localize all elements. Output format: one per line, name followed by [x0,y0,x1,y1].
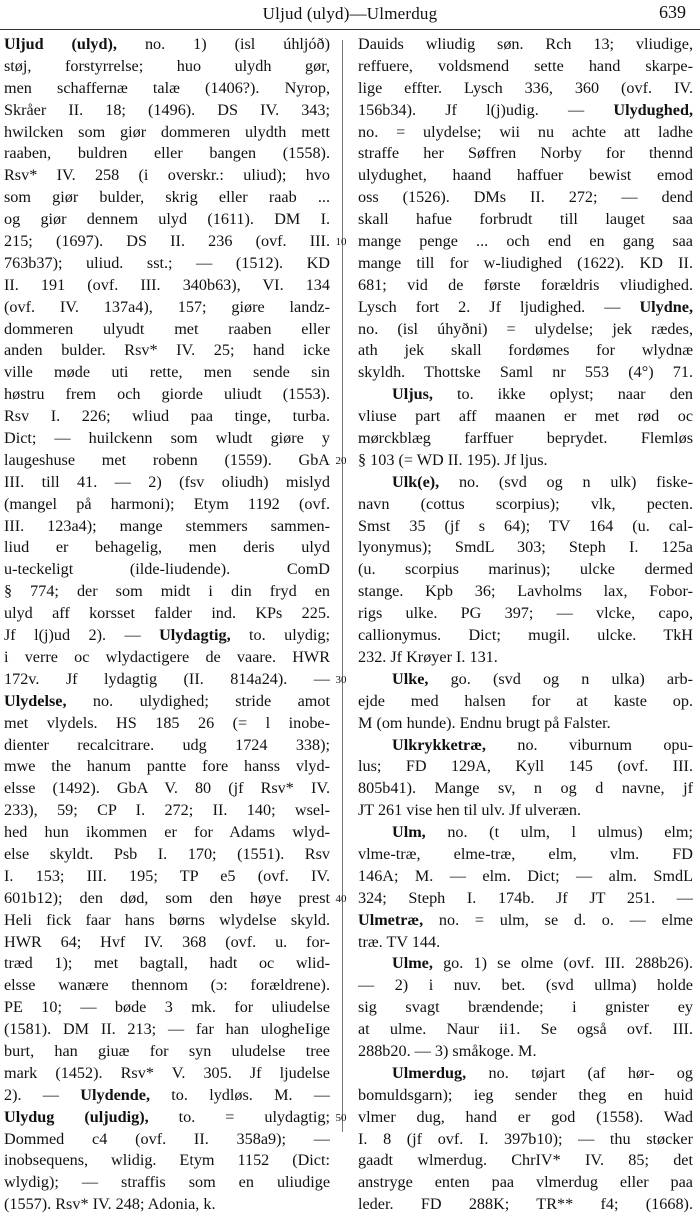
text-line: (1557). Rsv* IV. 248; Adonia, k. [4,1195,216,1214]
text-line: (ovf. IV. 137a4), 157; giøre landz- [4,297,330,316]
text-line: i verre oc wlydactigere de vaare. HWR [4,647,330,666]
text-line: mark (1452). Rsv* V. 305. Jf ljudelse [4,1063,330,1082]
text-line: 215; (1697). DS II. 236 (ovf. III. [4,232,330,251]
page-header [0,0,700,30]
text-line: II. 191 (ovf. III. 340b63), VI. 134 [4,275,330,294]
text-line: 156b34). Jf l(j)udig. — Ulydughed, [358,100,693,119]
text-line: dienter recalcitrare. udg 1724 338); [4,735,330,754]
text-line: hed hun ikommen er for Adams wlyd- [4,823,330,842]
text-line: Uljud (ulyd), no. 1) (isl úhljóð) [4,35,330,53]
headword: Uljud (ulyd), [4,35,117,53]
line-number-marker: 40 [335,893,347,906]
text-line: ulyd aff korsset falder ind. KPs 225. [4,604,330,623]
text-line: ulydughet, haand haffuer bewist emod [358,166,693,185]
text-line: vliuse part aff maanen er met rød oc [358,407,693,426]
text-line: mange till for w-liudighed (1622). KD II. [358,253,693,272]
line-number-marker: 10 [335,236,347,249]
text-line: mwe the hanum pantte fore hanss vlyd- [4,757,330,776]
text-line: PE 10; — bøde 3 mk. for uliudelse [4,998,330,1017]
headword: Ulydelse, [4,691,67,710]
text-line: anden bulder. Rsv* IV. 25; hand icke [4,341,330,360]
text-line: Ulm, no. (t ulm, l ulmus) elm; [392,823,693,842]
headword: Ulkrykketræ, [392,735,486,754]
text-line: bomuldsgarn); ieg sender theg en huid [358,1085,693,1104]
text-line: no. = ulydelse; wii nu achte att ladhe [358,122,693,141]
text-line: vlmer dug, hand er god (1558). Wad [358,1107,693,1126]
text-line: HWR 64; Hvf IV. 368 (ovf. u. for- [4,932,330,951]
text-line: else skyldt. Psb I. 170; (1551). Rsv [4,844,330,863]
headword: Ulm, [392,823,426,842]
text-line: Ulydug (uljudig), to. = ulydagtig; [4,1107,330,1126]
text-line: vlme-træ, elme-træ, elm, vlm. FD [358,844,693,863]
text-line: 288b20. — 3) småkoge. M. [358,1041,537,1060]
text-line: lyonymus); SmdL 303; Steph I. 125a [358,538,693,557]
text-line: elsse wanære thennom (ɔ: forældrene). [4,976,330,995]
text-line: Ulmetræ, no. = ulm, se d. o. — elme [358,910,693,929]
text-line: III. 123a4); mange stemmers sammen- [4,516,330,535]
headword: Ulydughed, [613,100,693,119]
right-column [358,34,693,1216]
headword: Uljus, [392,385,433,404]
text-line: wlydig); — straffis som en uliudige [4,1173,330,1192]
text-line: skall hafue forbrudt till lauget saa [358,210,693,229]
text-line: stange. Kpb 36; Lavholms lax, Fobor- [358,582,693,601]
text-line: inobsequens, wlidig. Etym 1152 (Dict: [4,1151,330,1170]
text-line: høstru frem och giorde uliudt (1553). [4,385,330,404]
text-line: Smst 35 (jf s 64); TV 164 (u. cal- [358,516,693,535]
text-line: laugeshuse met robenn (1559). GbA [4,450,330,469]
headword: Ulydne, [639,297,693,316]
text-line: leder. FD 288K; TR** f4; (1668). [358,1195,693,1214]
text-line: § 774; der som midt i din fryd en [4,582,330,601]
text-line: 601b12); den død, som den høye prest [4,888,330,907]
text-line: træ. TV 144. [358,932,441,951]
text-line: træd 1); met bagtall, hadt oc wlid- [4,954,330,973]
text-line: (1581). DM II. 213; — far han ulogheIige [4,1020,330,1039]
text-line: 146A; M. — elm. Dict; — alm. SmdL [358,866,693,885]
text-line: oss (1526). DMs II. 272; — dend [358,188,693,207]
text-line: sig svagt brændende; i gnister ey [358,998,693,1017]
text-line: skyldh. Thottske Saml nr 553 (4°) 71. [358,363,693,382]
text-line: burt, han giuæ for syn uludelse tree [4,1041,330,1060]
page-number: 639 [659,2,686,22]
text-line: JT 261 vise hen til ulv. Jf ulveræn. [358,801,582,820]
text-line: lus; FD 129A, Kyll 145 (ovf. III. [358,757,693,776]
text-line: 763b37); uliud. sst.; — (1512). KD [4,253,330,272]
text-line: Rsv* IV. 258 (i overskr.: uliud); hvo [4,166,330,185]
text-line: Rsv I. 226; wliud paa tinge, turba. [4,407,330,426]
text-line: I. 8 (jf ovf. I. 397b10); — thu støcker [358,1129,693,1148]
text-line: rigs ulke. PG 397; — vlcke, capo, [358,604,693,623]
column-divider [342,40,343,1132]
text-line: Jf l(j)ud 2). — Ulydagtig, to. ulydig; [4,626,330,645]
line-number-marker: 20 [335,455,347,468]
headword: Ulmerdug, [392,1063,467,1082]
text-line: 2). — Ulydende, to. lydløs. M. — [4,1085,330,1104]
text-line: Ulydelse, no. ulydighed; stride amot [4,691,330,710]
text-line: 233), 59; CP I. 272; II. 140; wsel- [4,801,330,820]
text-line: at ulme. Naur ii1. Se også ovf. III. [358,1020,693,1039]
text-line: straffe her Søffren Norby for thennd [358,144,693,163]
text-line: Dauids wliudig søn. Rch 13; vliudige, [358,35,693,53]
line-number-marker: 30 [335,674,347,687]
headword: Ulmetræ, [358,910,424,929]
text-line: (u. scorpius marinus); ulcke dermed [358,560,693,579]
text-line: Ulke, go. (svd og n ulka) arb- [392,669,693,688]
headword: Ulydagtig, [159,626,231,645]
text-line: mange penge ... och end en gang saa [358,232,693,251]
text-line: Dict; — huilckenn som wludt giøre y [4,429,330,448]
text-line: hwilcken som giør dommeren ulydth mett [4,122,330,141]
text-line: ville møde uti rette, men sende sin [4,363,330,382]
headword: Ulydug (uljudig), [4,1107,149,1126]
text-line: støj, forstyrrelse; huo ulydh gør, [4,56,330,75]
text-line: og giør dennem ulyd (1611). DM I. [4,210,330,229]
text-line: Ulkrykketræ, no. viburnum opu- [392,735,693,754]
text-line: 805b41). Mange sv, n og d navne, jf [358,779,693,798]
text-line: met vlydels. HS 185 26 (= l inobe- [4,713,330,732]
text-line: 232. Jf Krøyer I. 131. [358,647,498,666]
text-line: no. (isl úhyðni) = ulydelse; jek rædes, [358,319,693,338]
text-line: 172v. Jf lydagtig (II. 814a24). — [4,669,330,688]
running-head: Uljud (ulyd)—Ulmerdug [262,4,438,23]
text-line: 324; Steph I. 174b. Jf JT 251. — [358,888,693,907]
text-line: ejde med halsen for at kaste op. [358,691,693,710]
text-line: III. till 41. — 2) (fsv oliudh) mislyd [4,472,330,491]
header-rule [0,29,700,30]
text-line: navn (cottus scorpius); vlk, pecten. [358,494,693,513]
text-line: elsse (1492). GbA V. 80 (jf Rsv* IV. [4,779,330,798]
text-line: § 103 (= WD II. 195). Jf ljus. [358,450,548,469]
text-line: Lysch fort 2. Jf ljudighed. — Ulydne, [358,297,693,316]
text-line: ath jek skall fordømes for wlydnæ [358,341,693,360]
text-line: Uljus, to. ikke oplyst; naar den [392,385,693,404]
text-line: reffuere, voldsmend sette hand skarpe- [358,56,693,75]
text-line: 681; vid de første forældris vliudighed. [358,275,693,294]
headword: Ulydende, [80,1085,150,1104]
line-number-marker: 50 [335,1112,347,1125]
text-line: Ulmerdug, no. tøjart (af hør- og [392,1063,693,1082]
text-line: anstryge enten paa vlmerdug eller paa [358,1173,693,1192]
text-line: men schaffernæ talæ (1406?). Nyrop, [4,78,330,97]
text-line: raaben, buldren eller bangen (1558). [4,144,330,163]
text-line: dommeren ulyudt met raaben eller [4,319,330,338]
headword: Ulk(e), [392,472,440,491]
text-line: M (om hunde). Endnu brugt på Falster. [358,713,611,732]
text-line: gaadt wlmerdug. ChrIV* IV. 85; det [358,1151,693,1170]
text-line: Skråer II. 18; (1496). DS IV. 343; [4,100,330,119]
text-line: (mangel på harmoni); Etym 1192 (ovf. [4,494,330,513]
text-line: u-teckeligt (ilde-liudende). ComD [4,560,330,579]
text-line: som giør bulder, skrig eller raab ... [4,188,330,207]
text-line: lige effter. Lysch 336, 360 (ovf. IV. [358,78,693,97]
text-line: — 2) i nuv. bet. (svd ullma) holde [358,976,693,995]
text-line: Ulk(e), no. (svd og n ulk) fiske- [392,472,693,491]
text-line: Dommed c4 (ovf. II. 358a9); — [4,1129,330,1148]
text-line: I. 153; III. 195; TP e5 (ovf. IV. [4,866,330,885]
text-line: mørckblæg farffuer beprydet. Flemløs [358,429,693,448]
headword: Ulke, [392,669,429,688]
headword: Ulme, [392,954,433,973]
text-line: liud er behagelig, men deris ulyd [4,538,330,557]
text-line: Heli fick faar hans børns wlydelse skyld. [4,910,330,929]
text-line: callionymus. Dict; mugil. ulcke. TkH [358,626,693,645]
left-column [4,34,330,1216]
text-line: Ulme, go. 1) se olme (ovf. III. 288b26). [392,954,693,973]
